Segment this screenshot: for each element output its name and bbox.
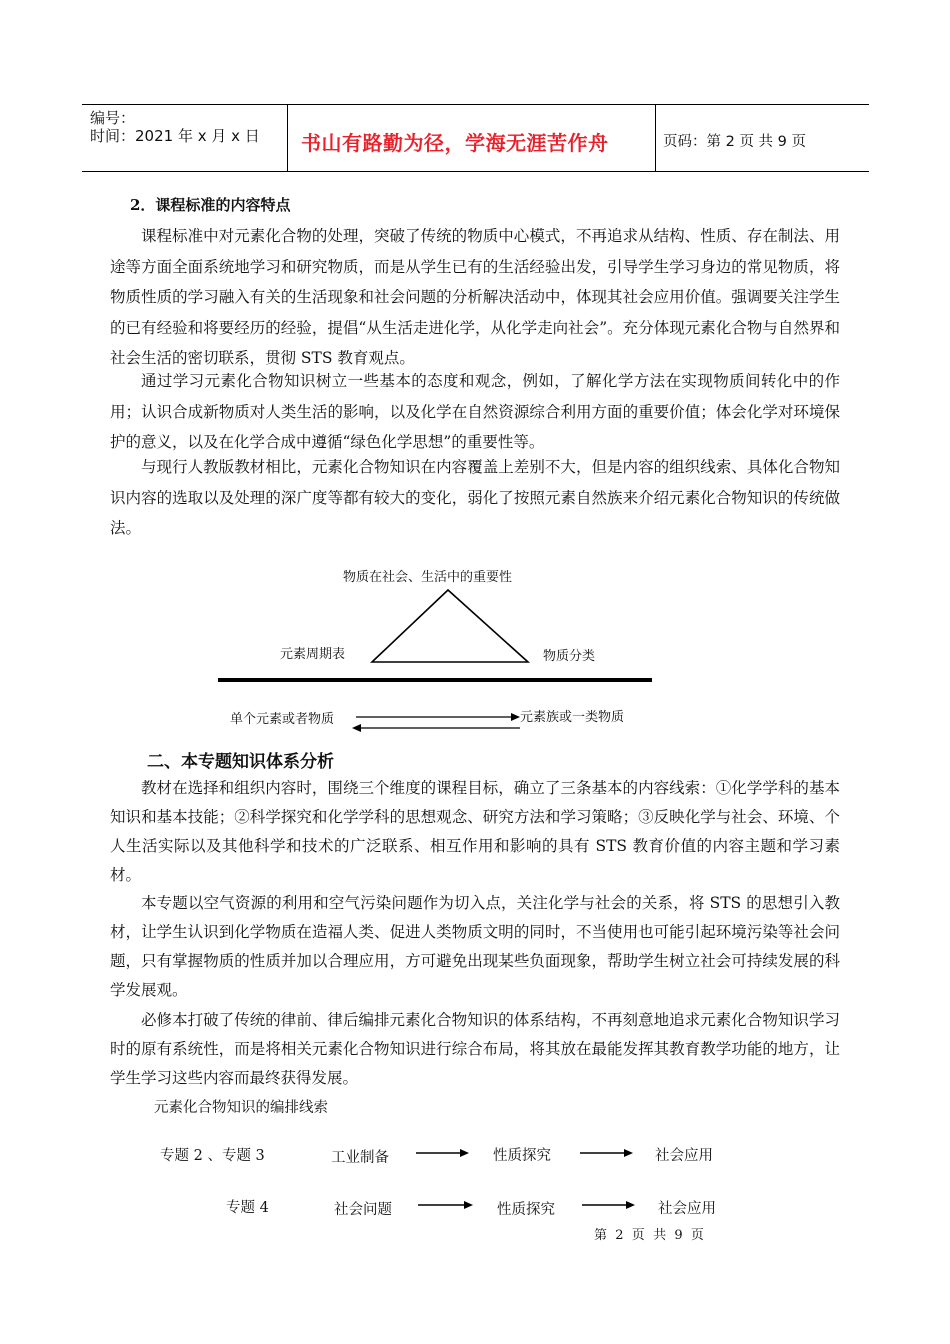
header-motto: 书山有路勤为径，学海无涯苦作舟 [301, 131, 609, 155]
flow-step: 工业制备 [331, 1150, 389, 1166]
diagram-left-label: 元素周期表 [280, 647, 346, 662]
paragraph: 教材在选择和组织内容时，围绕三个维度的课程目标，确立了三条基本的内容线索：①化学学科的基本知识和基本技能；②科学探究和化学学科的思想观念、研究方法和学习策略；③反映化学与社会、环境、个人生活实际以及其他科学和技术的广泛联系、相互作用和影响的具有 STS 教育价值的内容主题和学习素材。 [110, 779, 840, 884]
flow-step: 性质探究 [497, 1202, 555, 1218]
diagram-top-label: 物质在社会、生活中的重要性 [343, 570, 513, 585]
diagram-bottom-left-label: 单个元素或者物质 [230, 712, 335, 727]
paragraph: 通过学习元素化合物知识树立一些基本的态度和观念，例如，了解化学方法在实现物质间转化中的作用；认识合成新物质对人类生活的影响，以及化学在自然资源综合利用方面的重要价值；体会化学对环境保护的意义，以及在化学合成中遵循“绿色化学思想”的重要性等。 [110, 372, 840, 451]
flow-step: 社会应用 [658, 1201, 716, 1217]
flow-topic: 专题 2 、专题 3 [160, 1148, 265, 1164]
flow-step: 社会应用 [655, 1148, 713, 1164]
paragraph: 课程标准中对元素化合物的处理，突破了传统的物质中心模式，不再追求从结构、性质、存在制法、用途等方面全面系统地学习和研究物质，而是从学生已有的生活经验出发，引导学生学习身边的常见物质，将物质性质的学习融入有关的生活现象和社会问题的分析解决活动中，体现其社会应用价值。强调要关注学生的已有经验和将要经历的经验，提倡“从生活走进化学，从化学走向社会”。充分体现元素化合物与自然界和社会生活的密切联系，贯彻 STS 教育观点。 [110, 227, 840, 367]
flow-topic: 专题 4 [226, 1200, 269, 1216]
header-number: 编号： [90, 109, 136, 127]
diagram-bottom-right-label: 元素族或一类物质 [520, 710, 625, 725]
header-page-code: 页码：第 2 页 共 9 页 [663, 134, 806, 150]
section-title-knowledge-system: 二、本专题知识体系分析 [147, 752, 334, 772]
flow-step: 社会问题 [334, 1202, 392, 1218]
flow-arrow-head [464, 1201, 473, 1209]
flow-step: 性质探究 [493, 1148, 551, 1164]
paragraph: 必修本打破了传统的律前、律后编排元素化合物知识的体系结构，不再刻意地追求元素化合物知识学习时的原有系统性，而是将相关元素化合物知识进行综合布局，将其放在最能发挥其教育教学功能的地方，让学生学习这些内容而最终获得发展。 [110, 1011, 840, 1087]
paragraph: 与现行人教版教材相比，元素化合物知识在内容覆盖上差别不大，但是内容的组织线索、具体化合物知识内容的选取以及处理的深广度等都有较大的变化，弱化了按照元素自然族来介绍元素化合物知识的传统做法。 [110, 458, 840, 537]
flow-arrow-head [460, 1149, 469, 1157]
flow-arrow-head [626, 1201, 635, 1209]
paragraph: 本专题以空气资源的利用和空气污染问题作为切入点，关注化学与社会的关系，将 STS 的思想引入教材，让学生认识到化学物质在造福人类、促进人类物质文明的同时，不当使用也可能引起环境污染等社会问题，只有掌握物质的性质并加以合理应用，方可避免出现某些负面现象，帮助学生树立社会可持续发展的科学发展观。 [110, 894, 840, 999]
header-date: 时间：2021 年 x 月 x 日 [90, 127, 260, 145]
flow-arrow-head [624, 1149, 633, 1157]
sequence-caption: 元素化合物知识的编排线索 [154, 1100, 328, 1116]
subheading-curriculum-features: 2．课程标准的内容特点 [130, 196, 291, 214]
diagram-right-label: 物质分类 [543, 649, 596, 664]
page-footer: 第 2 页 共 9 页 [594, 1228, 704, 1243]
